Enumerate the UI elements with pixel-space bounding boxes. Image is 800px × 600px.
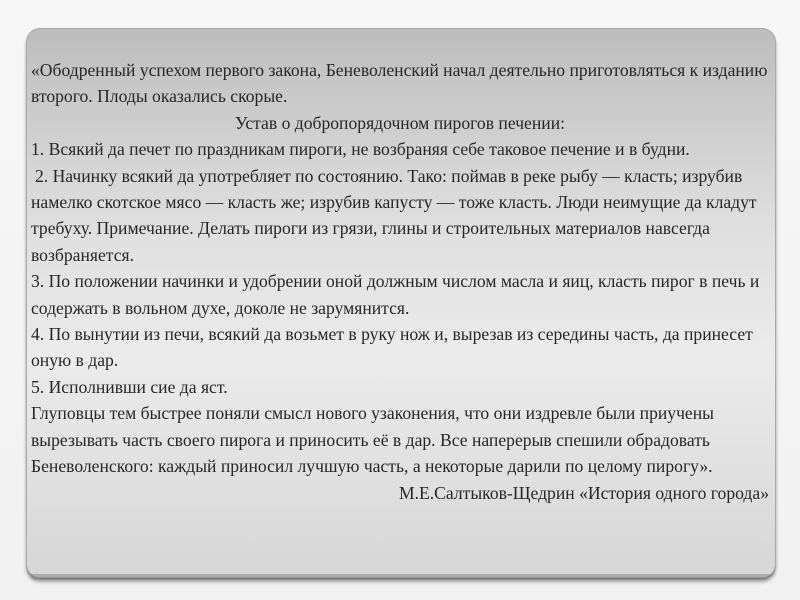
slide-text [31,57,769,506]
charter-item-4: 4. По вынутии из печи, всякий да возьмет в руку нож и, вырезав из середины часть, да принесет оную в дар. [31,324,753,371]
charter-item-2: 2. Начинку всякий да употребляет по состоянию. Тако: поймав в реке рыбу — класть; изрубив намелко скотское мясо — класть же; изрубив капусту — тоже класть. Люди неимущие да кладут требуху. Примечание. Делать пироги из грязи, глины и строительных материалов навсегда возбраняется. [31,165,757,265]
charter-title: Устав о добропорядочном пирогов печении: [235,112,565,133]
card-bottom-shadow [30,574,770,580]
charter-item-3: 3. По положении начинки и удобрении оной должным числом масла и яиц, класть пирог в печь и содержать в вольном духе, доколе не зарумянится. [31,271,760,318]
intro-paragraph: «Ободренный успехом первого закона, Беневоленский начал деятельно приготовляться к изданию второго. Плоды оказались скорые. [31,60,768,107]
conclusion-paragraph: Глуповцы тем быстрее поняли смысл нового узаконения, что они издревле были приучены вырезывать часть своего пирога и приносить её в дар. Все наперерыв спешили обрадовать Беневоленского: каждый приносил лучшую часть, а некоторые дарили по целому пирогу». [31,403,714,477]
charter-item-5: 5. Исполнивши сие да яст. [31,376,228,397]
attribution: М.Е.Салтыков-Щедрин «История одного города» [398,482,769,503]
charter-item-1: 1. Всякий да печет по праздникам пироги, не возбраняя себе таковое печение и в будни. [31,139,690,160]
slide-card [26,28,776,578]
